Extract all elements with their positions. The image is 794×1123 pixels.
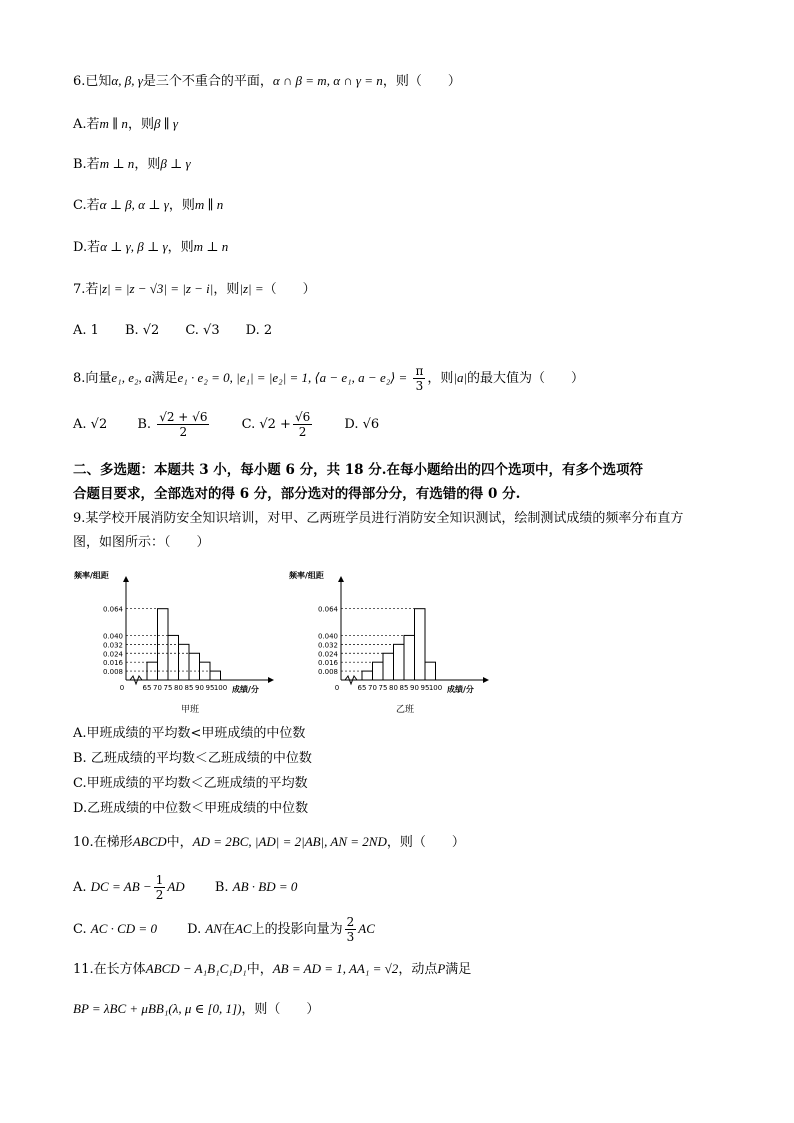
q8-options	[73, 410, 405, 439]
y-tick-label: 0.016	[317, 659, 338, 668]
q8-stem: 8.向量e₁, e₂, a满足e₁ · e₂ = 0, |e₁| = |e₂| = 1, ⟨a − e₁, a − e₂⟩ = $\frac{\pi}{3}$ ，则|a|的最大值为（ ）	[73, 364, 585, 393]
histogram-bar	[425, 662, 436, 680]
histogram-bar	[415, 609, 426, 680]
q8-option-a: A. √2	[73, 417, 108, 432]
y-axis-label: 频率/组距	[289, 571, 324, 580]
q7-stem: 7.若|z| = |z − √3| = |z − i|，则|z| =（ ）	[73, 281, 316, 297]
histogram-bar	[210, 671, 221, 680]
x-axis-label: 成绩/分	[232, 685, 259, 694]
x-tick-label: 100	[428, 684, 443, 692]
x-tick-label: 100	[213, 684, 228, 692]
q10-stem: 10.在梯形ABCD中，AD = 2BC, |AD| = 2|AB|, AN = 2ND，则（ ）	[73, 834, 465, 850]
q11-line2: BP = λBC + μBB₁(λ, μ ∈ [0, 1])，则（ ）	[73, 1001, 320, 1017]
q8-frac-pi-3: $\frac{\pi}{3}$	[415, 364, 424, 393]
x-tick-label: 0	[334, 684, 340, 692]
x-tick-label: 85	[399, 684, 409, 692]
histogram-class-b	[285, 568, 515, 718]
q10-options-ab	[73, 873, 323, 902]
q9-line2: 图，如图所示：（ ）	[73, 535, 210, 550]
histogram-bar	[168, 635, 179, 680]
q7-option-c: C. √3	[185, 323, 220, 338]
q7-option-d: D. 2	[245, 323, 273, 338]
histogram-bar	[200, 662, 211, 680]
q9-option-c: C.甲班成绩的平均数＜乙班成绩的平均数	[73, 776, 308, 791]
x-tick-label: 75	[378, 684, 388, 692]
y-tick-label: 0.040	[317, 632, 338, 641]
x-tick-label: 85	[184, 684, 194, 692]
histogram-bar	[362, 671, 373, 680]
q10-option-d: D. AN在AC上的投影向量为 $\frac{2}{3}$ AC	[187, 915, 375, 944]
x-tick-label: 95	[420, 684, 430, 692]
q9-option-a: A.甲班成绩的平均数<甲班成绩的中位数	[73, 726, 306, 741]
q6-stem: 6.已知α, β, γ是三个不重合的平面，α ∩ β = m, α ∩ γ = n，则（ ）	[73, 73, 461, 89]
y-tick-label: 0.032	[317, 641, 338, 650]
y-tick-label: 0.064	[102, 605, 123, 614]
section2-line2: 合题目要求，全部选对的得 6 分，部分选对的得部分分，有选错的得 0 分.	[73, 486, 521, 502]
q8-option-b: B. $\frac{√2 + √6}{2}$	[137, 410, 208, 439]
chart-title: 甲班	[180, 705, 200, 715]
q6-option-d: D.若α ⊥ γ, β ⊥ γ，则m ⊥ n	[73, 239, 229, 255]
y-tick-label: 0.016	[102, 659, 123, 668]
x-axis-arrow	[483, 677, 489, 683]
x-tick-label: 90	[195, 684, 204, 692]
q7-option-a: A. 1	[73, 323, 99, 338]
q9-line1: 9.某学校开展消防安全知识培训，对甲、乙两班学员进行消防安全知识测试，绘制测试成绩的频率分布直方	[73, 511, 684, 526]
q6-option-a: A.若m ∥ n，则β ∥ γ	[73, 116, 179, 132]
y-tick-label: 0.008	[317, 668, 338, 677]
x-tick-label: 65	[357, 684, 367, 692]
histogram-bar	[189, 653, 200, 680]
x-tick-label: 90	[410, 684, 419, 692]
q10-options-cd	[73, 915, 401, 944]
x-tick-label: 0	[119, 684, 125, 692]
q11-stem: 11.在长方体ABCD − A₁B₁C₁D₁中，AB = AD = 1, AA₁ = √2，动点P满足	[73, 961, 472, 977]
histogram-bar	[179, 644, 190, 680]
y-axis-label: 频率/组距	[74, 571, 109, 580]
q9-option-d: D.乙班成绩的中位数＜甲班成绩的中位数	[73, 801, 309, 816]
histogram-bar	[383, 653, 394, 680]
y-tick-label: 0.032	[102, 641, 123, 650]
y-axis-arrow	[338, 576, 344, 582]
chart-title: 乙班	[395, 705, 415, 715]
q6-option-b: B.若m ⊥ n，则β ⊥ γ	[73, 156, 191, 172]
q8-option-c: C. √2 + $\frac{√6}{2}$	[241, 410, 311, 439]
histogram-bar	[404, 635, 415, 680]
y-tick-label: 0.024	[102, 650, 123, 659]
x-tick-label: 80	[389, 684, 398, 692]
q7-option-b: B. √2	[124, 323, 160, 338]
q10-option-c: C. AC · CD = 0	[73, 921, 157, 937]
q9-option-b: B. 乙班成绩的平均数＜乙班成绩的中位数	[73, 751, 312, 766]
y-tick-label: 0.040	[102, 632, 123, 641]
y-tick-label: 0.008	[102, 668, 123, 677]
histogram-bar	[373, 662, 384, 680]
x-tick-label: 75	[163, 684, 173, 692]
q7-options	[73, 322, 298, 340]
x-tick-label: 65	[142, 684, 152, 692]
histogram-class-a	[70, 568, 300, 718]
x-axis-label: 成绩/分	[447, 685, 474, 694]
x-axis-arrow	[268, 677, 274, 683]
x-tick-label: 80	[174, 684, 183, 692]
section2-line1: 二、多选题：本题共 3 小，每小题 6 分，共 18 分.在每小题给出的四个选项中，有多个选项符	[73, 462, 643, 478]
y-axis-arrow	[123, 576, 129, 582]
q10-option-a: A. DC = AB − $\frac{1}{2}$ AD	[73, 873, 185, 902]
q6-option-c: C.若α ⊥ β, α ⊥ γ，则m ∥ n	[73, 197, 224, 213]
x-tick-label: 70	[368, 684, 377, 692]
x-tick-label: 70	[153, 684, 162, 692]
q10-option-b: B. AB · BD = 0	[214, 879, 298, 895]
x-tick-label: 95	[205, 684, 215, 692]
y-tick-label: 0.024	[317, 650, 338, 659]
histogram-bar	[394, 644, 405, 680]
y-tick-label: 0.064	[317, 605, 338, 614]
q8-option-d: D. √6	[344, 417, 380, 432]
